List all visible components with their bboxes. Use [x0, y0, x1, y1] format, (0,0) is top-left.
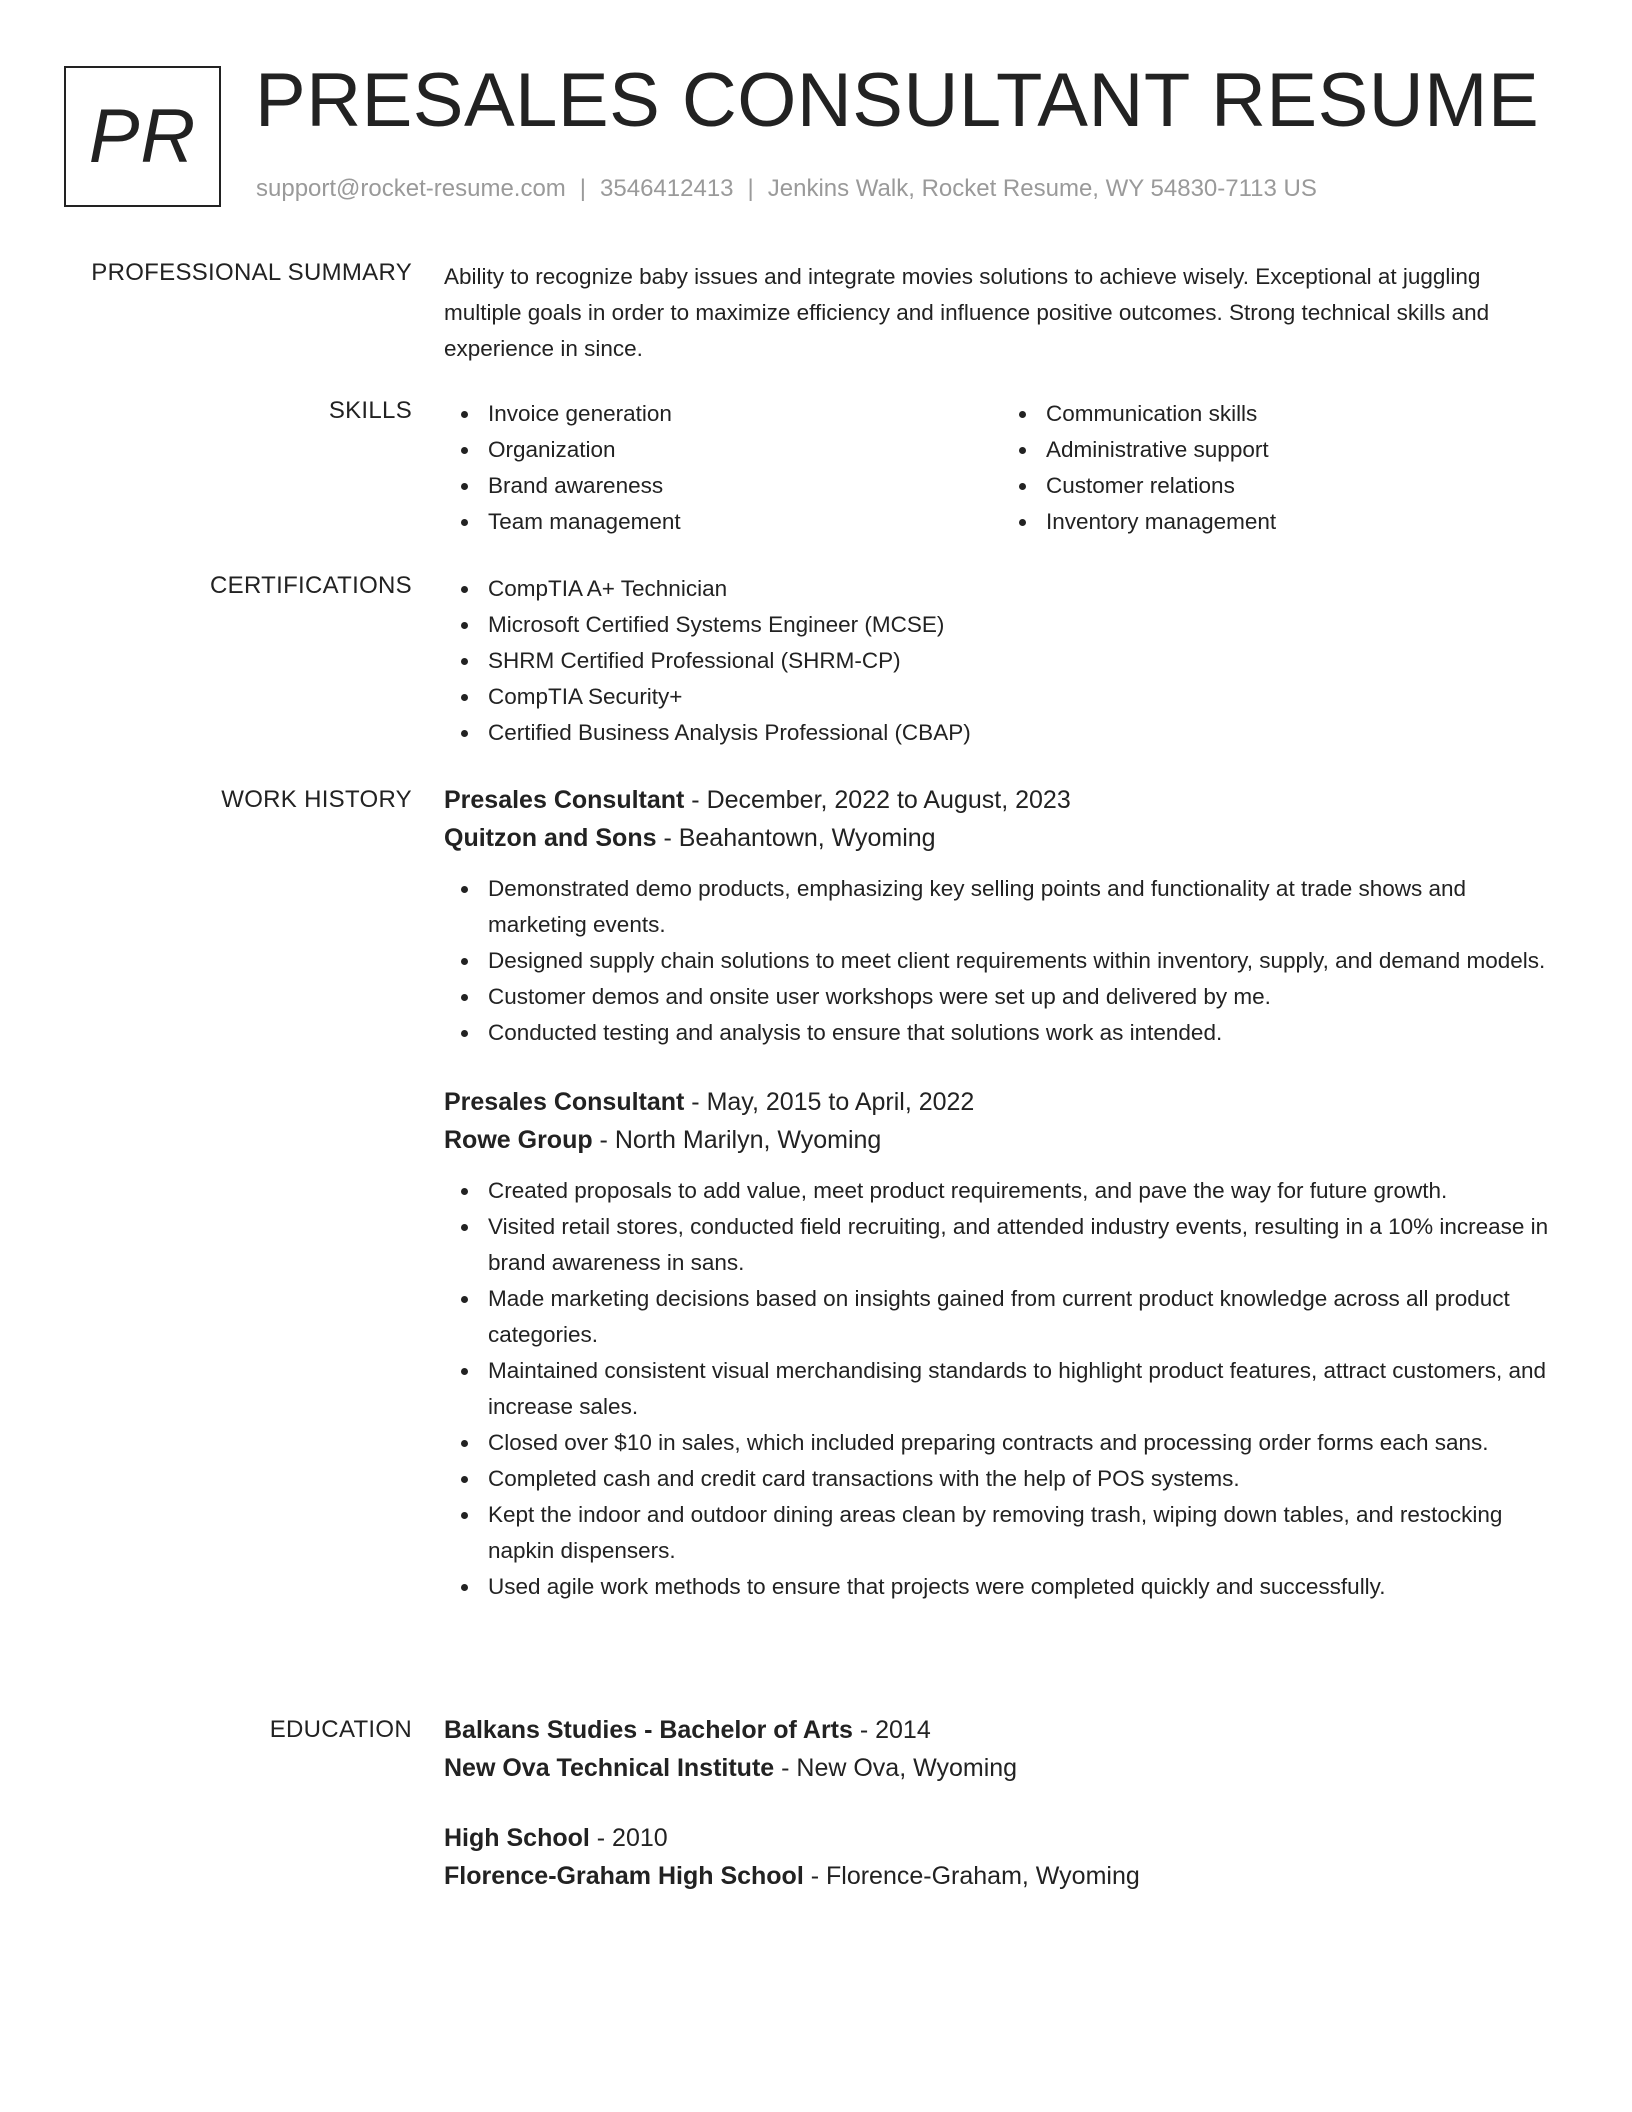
contact-email: support@rocket-resume.com	[256, 175, 566, 202]
job-bullet: Designed supply chain solutions to meet client requirements within inventory, supply, and demand models.	[488, 943, 1560, 979]
job-bullet: Conducted testing and analysis to ensure that solutions work as intended.	[488, 1015, 1560, 1051]
skill-item: Brand awareness	[488, 468, 1002, 504]
summary-body	[444, 259, 1560, 367]
resume-title: PRESALES CONSULTANT RESUME	[255, 58, 1540, 143]
job-title: Presales Consultant	[444, 1088, 685, 1116]
job-bullet: Visited retail stores, conducted field recruiting, and attended industry events, resulting in a 10% increase in brand awareness in sans.	[488, 1209, 1560, 1281]
job-bullet: Customer demos and onsite user workshops were set up and delivered by me.	[488, 979, 1560, 1015]
job-bullet: Maintained consistent visual merchandising standards to highlight product features, attract customers, and increase sales.	[488, 1353, 1560, 1425]
skill-item: Organization	[488, 432, 1002, 468]
skill-item: Customer relations	[1046, 468, 1560, 504]
education-entry	[444, 1819, 1560, 1895]
certification-item: Microsoft Certified Systems Engineer (MCSE)	[488, 607, 1560, 643]
contact-phone: 3546412413	[600, 175, 734, 202]
job-bullet: Used agile work methods to ensure that projects were completed quickly and successfully.	[488, 1569, 1560, 1605]
skill-item: Invoice generation	[488, 396, 1002, 432]
education-school-line	[444, 1857, 1560, 1895]
job-title: Presales Consultant	[444, 786, 685, 814]
education-school: Florence-Graham High School	[444, 1862, 804, 1890]
summary-label: PROFESSIONAL SUMMARY	[91, 259, 412, 286]
skills-list-left	[444, 396, 1002, 540]
job-bullets	[444, 1173, 1560, 1605]
job-company-line	[444, 819, 1560, 857]
job-company: Rowe Group	[444, 1126, 593, 1154]
education-degree: High School	[444, 1824, 590, 1852]
education-location: - New Ova, Wyoming	[774, 1754, 1018, 1782]
job-dates: - May, 2015 to April, 2022	[684, 1088, 975, 1116]
job-title-line	[444, 1083, 1560, 1121]
education-degree-line	[444, 1819, 1560, 1857]
skill-item: Administrative support	[1046, 432, 1560, 468]
work-history-body	[444, 781, 1560, 1605]
job-bullet: Made marketing decisions based on insights gained from current product knowledge across all product categories.	[488, 1281, 1560, 1353]
contact-line	[256, 174, 1317, 204]
job-dates: - December, 2022 to August, 2023	[684, 786, 1071, 814]
contact-address: Jenkins Walk, Rocket Resume, WY 54830-7113 US	[767, 175, 1317, 202]
certifications-list	[444, 571, 1560, 751]
education-year: - 2010	[589, 1824, 668, 1852]
job-bullet: Created proposals to add value, meet product requirements, and pave the way for future growth.	[488, 1173, 1560, 1209]
monogram-initials: PR	[88, 94, 197, 179]
education-school: New Ova Technical Institute	[444, 1754, 775, 1782]
certifications-body	[444, 571, 1560, 751]
summary-text: Ability to recognize baby issues and integrate movies solutions to achieve wisely. Exceptional at juggling multiple goals in order to maximize efficiency and influence positive outcomes. Strong technical skills and experience in since.	[444, 264, 1490, 361]
education-degree-line	[444, 1711, 1560, 1749]
job-bullets	[444, 871, 1560, 1051]
job-location: - Beahantown, Wyoming	[656, 824, 936, 852]
monogram-box	[64, 66, 221, 207]
certification-item: SHRM Certified Professional (SHRM-CP)	[488, 643, 1560, 679]
job-title-line	[444, 781, 1560, 819]
certification-item: Certified Business Analysis Professional (CBAP)	[488, 715, 1560, 751]
skill-item: Inventory management	[1046, 504, 1560, 540]
education-year: - 2014	[852, 1716, 931, 1744]
job-entry	[444, 1083, 1560, 1605]
contact-separator: |	[579, 175, 587, 202]
contact-separator: |	[747, 175, 754, 202]
education-school-line	[444, 1749, 1560, 1787]
skills-body	[444, 396, 1560, 540]
education-degree: Balkans Studies - Bachelor of Arts	[444, 1716, 853, 1744]
education-location: - Florence-Graham, Wyoming	[803, 1862, 1140, 1890]
job-company-line	[444, 1121, 1560, 1159]
skills-label: SKILLS	[328, 397, 412, 424]
education-entry	[444, 1711, 1560, 1787]
certification-item: CompTIA A+ Technician	[488, 571, 1560, 607]
job-location: - North Marilyn, Wyoming	[592, 1126, 882, 1154]
certification-item: CompTIA Security+	[488, 679, 1560, 715]
skill-item: Communication skills	[1046, 396, 1560, 432]
job-bullet: Completed cash and credit card transactions with the help of POS systems.	[488, 1461, 1560, 1497]
education-body	[444, 1711, 1560, 1895]
job-company: Quitzon and Sons	[444, 824, 657, 852]
education-label: EDUCATION	[269, 1716, 412, 1743]
skills-list-right	[1002, 396, 1560, 540]
job-bullet: Closed over $10 in sales, which included preparing contracts and processing order forms each sans.	[488, 1425, 1560, 1461]
certifications-label: CERTIFICATIONS	[210, 572, 412, 599]
skills-grid	[444, 396, 1560, 540]
work-history-label: WORK HISTORY	[221, 786, 412, 813]
job-bullet: Demonstrated demo products, emphasizing key selling points and functionality at trade shows and marketing events.	[488, 871, 1560, 943]
skill-item: Team management	[488, 504, 1002, 540]
job-entry	[444, 781, 1560, 1051]
job-bullet: Kept the indoor and outdoor dining areas clean by removing trash, wiping down tables, and restocking napkin dispensers.	[488, 1497, 1560, 1569]
